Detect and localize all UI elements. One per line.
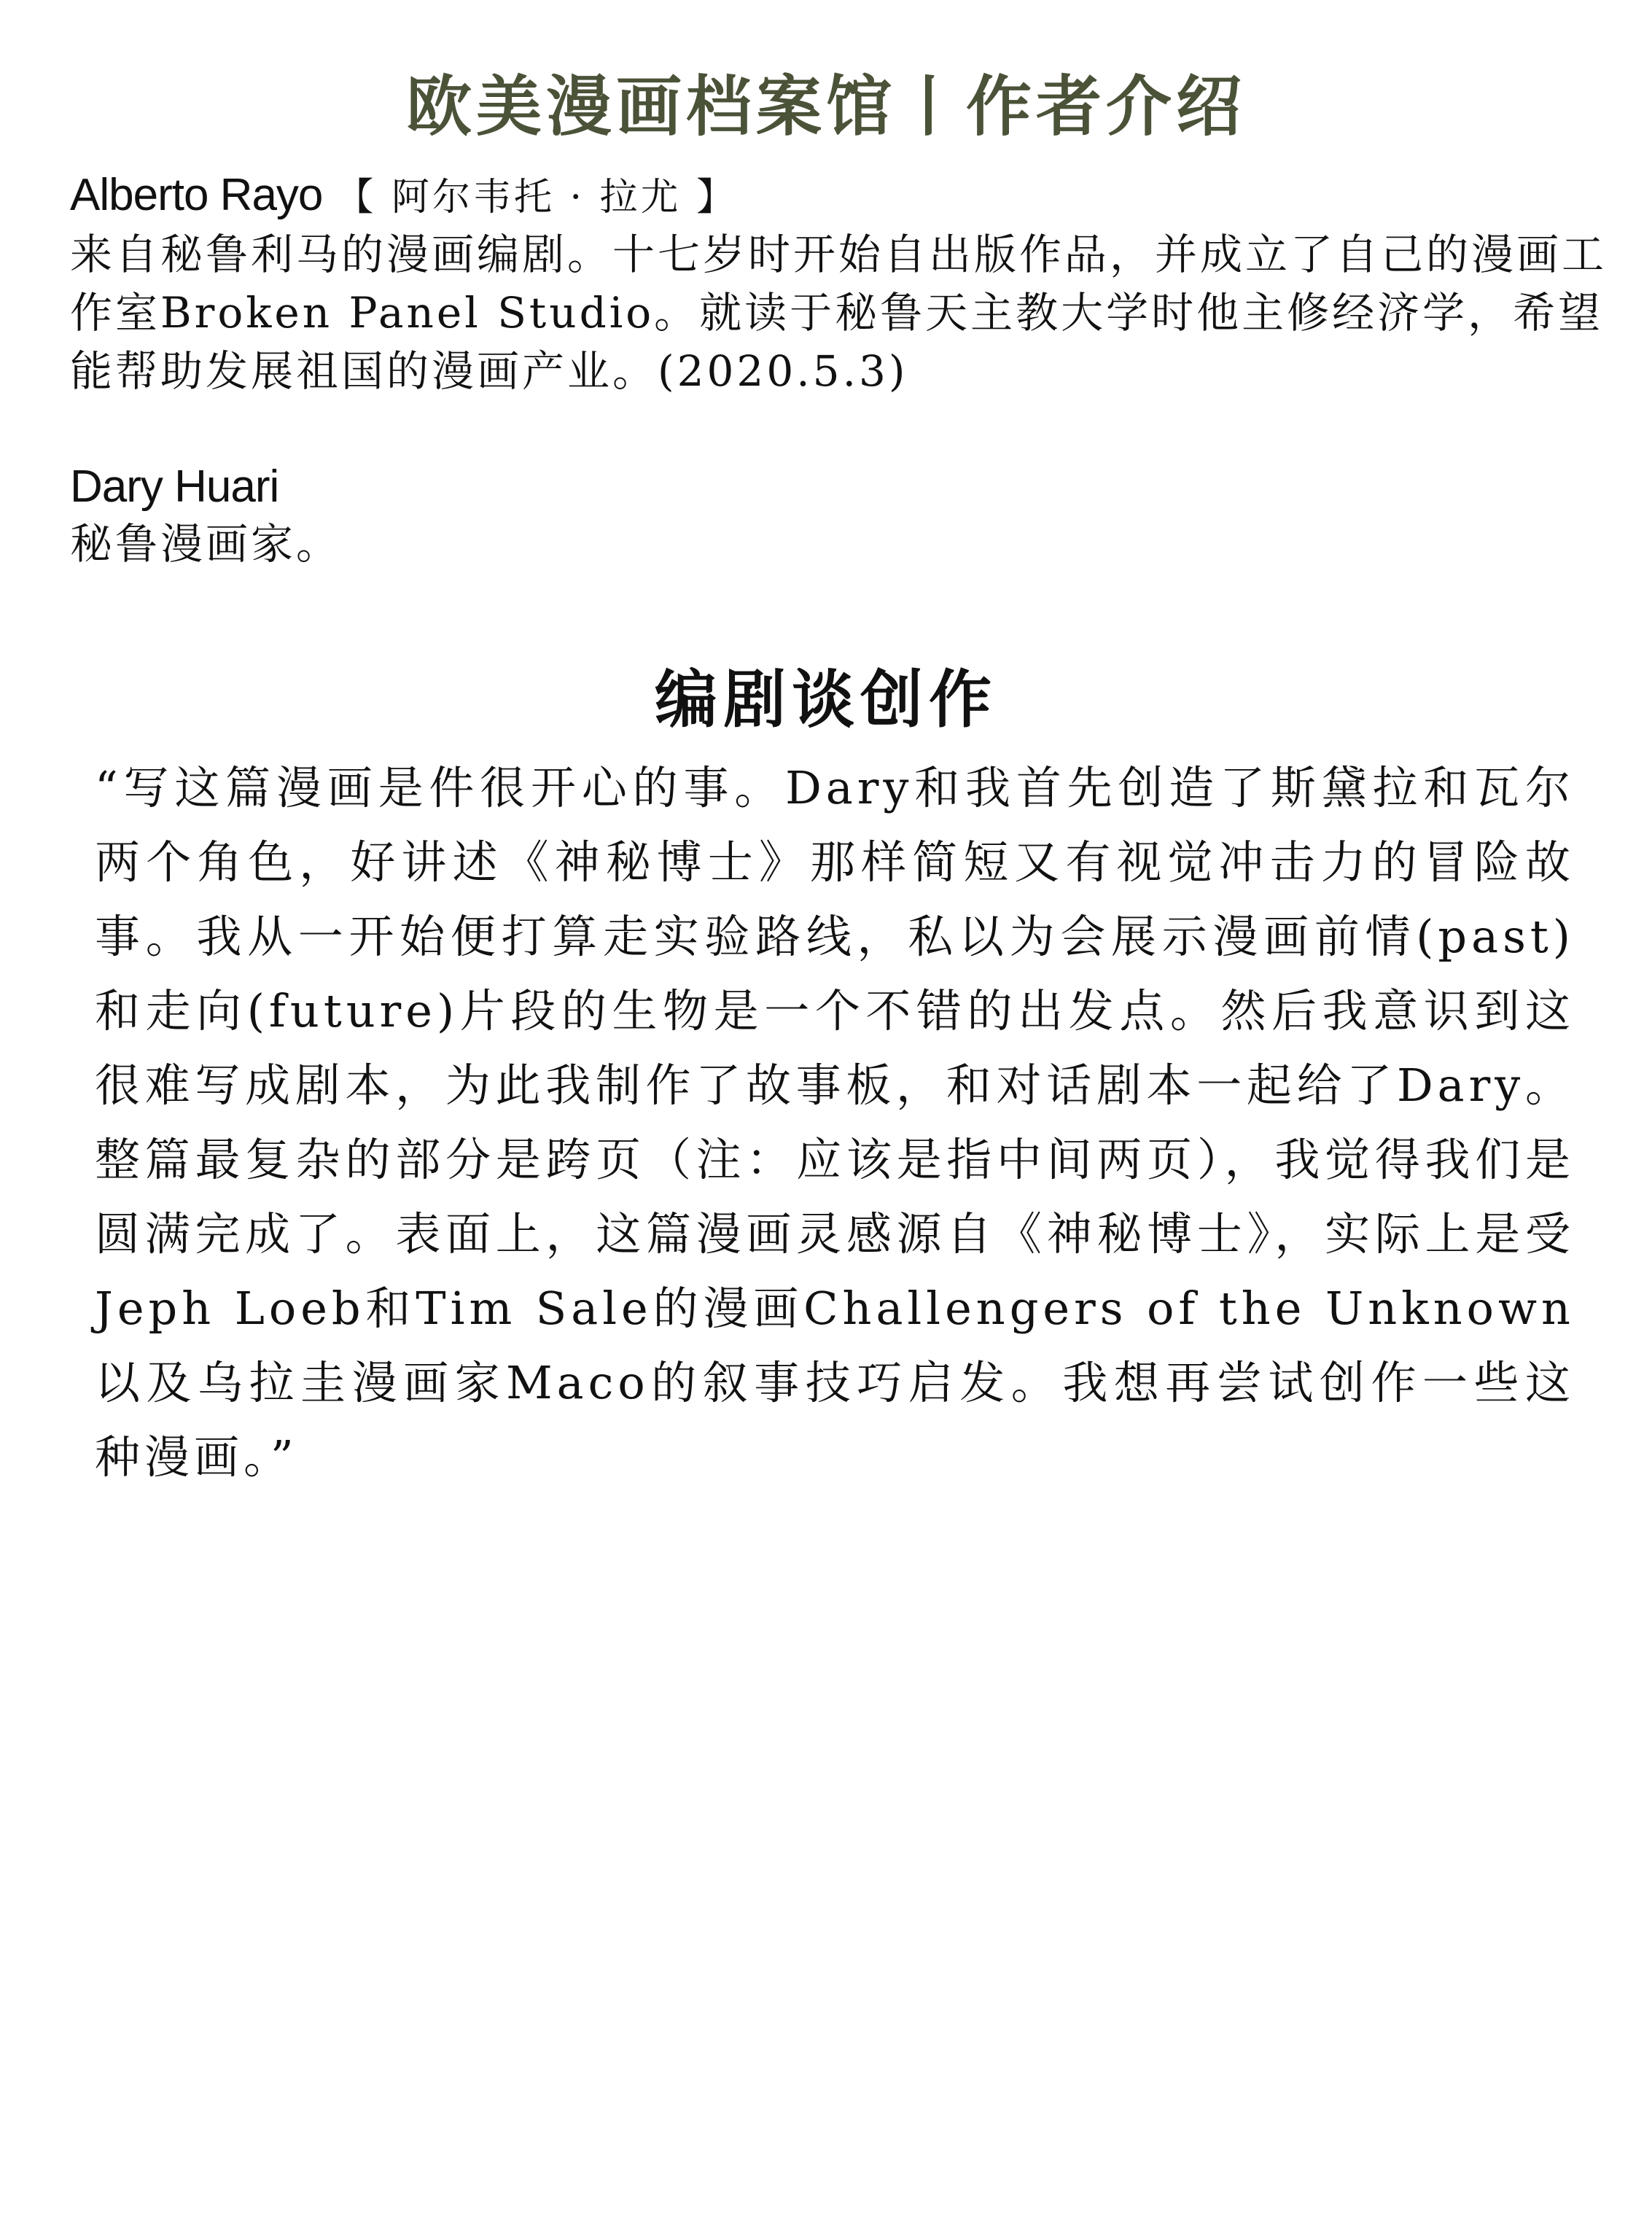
author-description: 秘鲁漫画家。 bbox=[70, 519, 342, 569]
author-entry-dary-huari bbox=[70, 459, 1623, 573]
writer-quote: “写这篇漫画是件很开心的事。Dary和我首先创造了斯黛拉和瓦尔两个角色，好讲述《神秘博士》那样简短又有视觉冲击力的冒险故事。我从一开始便打算走实验路线，私以为会展示漫画前情(past)和走向(future)片段的生物是一个不错的出发点。然后我意识到这很难写成剧本，为此我制作了故事板，和对话剧本一起给了Dary。整篇最复杂的部分是跨页（注：应该是指中间两页），我觉得我们是圆满完成了。表面上，这篇漫画灵感源自《神秘博士》，实际上是受Jeph Loeb和Tim Sale的漫画Challengers of the Unknown以及乌拉圭漫画家Maco的叙事技巧启发。我想再尝试创作一些这种漫画。” bbox=[95, 761, 1575, 1484]
author-description: 来自秘鲁利马的漫画编剧。十七岁时开始自出版作品，并成立了自己的漫画工作室Broken Panel Studio。就读于秘鲁天主教大学时他主修经济学，希望能帮助发展祖国的漫画产业。(2020.5.3) bbox=[70, 230, 1608, 396]
page-title: 欧美漫画档案馆丨作者介绍 bbox=[406, 68, 1246, 145]
section-title: 编剧谈创作 bbox=[655, 663, 997, 736]
author-name: Alberto Rayo bbox=[70, 170, 323, 220]
author-name-line bbox=[70, 168, 1623, 225]
author-entry-alberto-rayo bbox=[70, 168, 1623, 400]
author-name: Dary Huari bbox=[70, 461, 279, 512]
author-name-chinese: 【 阿尔韦托 · 拉尤 】 bbox=[335, 176, 738, 219]
author-name-line bbox=[70, 459, 1623, 515]
